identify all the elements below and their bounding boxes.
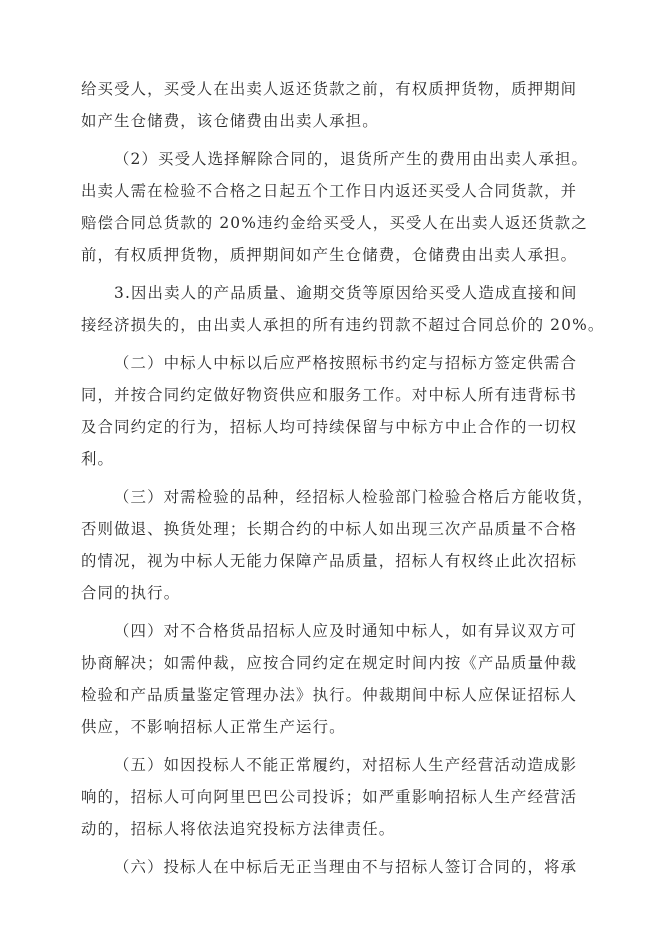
- text-line: 动的，招标人将依法追究投标方法律责任。: [81, 820, 396, 838]
- paragraph-clause-3: [81, 277, 605, 341]
- text-line: 前，有权质押货物，质押期间如产生仓储费，仓储费由出卖人承担。: [81, 246, 578, 264]
- paragraph-refund-continued: [81, 73, 581, 137]
- text-line: 同，并按合同约定做好物资供应和服务工作。对中标人所有违背标书: [81, 386, 578, 404]
- paragraph-section-4: [81, 615, 581, 743]
- text-line: 协商解决；如需仲裁，应按合同约定在规定时间内按《产品质量仲裁: [81, 654, 578, 672]
- text-line: 接经济损失的，由出卖人承担的所有违约罚款不超过合同总价的 20%。: [81, 316, 605, 334]
- text-line: 如产生仓储费，该仓储费由出卖人承担。: [81, 112, 379, 130]
- text-line: 检验和产品质量鉴定管理办法》执行。仲裁期间中标人应保证招标人: [81, 686, 578, 704]
- text-line: 出卖人需在检验不合格之日起五个工作日内返还买受人合同货款，并: [81, 182, 578, 200]
- paragraph-section-2: [81, 347, 581, 475]
- text-line: （四）对不合格货品招标人应及时通知中标人，如有异议双方可: [114, 622, 578, 640]
- text-line: （六）投标人在中标后无正当理由不与招标人签订合同的，将承: [114, 858, 578, 876]
- paragraph-clause-2: [81, 143, 589, 271]
- text-line: （二）中标人中标以后应严格按照标书约定与招标方签定供需合: [114, 354, 578, 372]
- text-line: 的情况，视为中标人无能力保障产品质量，招标人有权终止此次招标: [81, 552, 578, 570]
- text-line: 供应，不影响招标人正常生产运行。: [81, 718, 346, 736]
- text-line: （五）如因投标人不能正常履约，对招标人生产经营活动造成影: [114, 756, 578, 774]
- text-line: 及合同约定的行为，招标人均可持续保留与中标方中止合作的一切权: [81, 418, 578, 436]
- text-line: 3.因出卖人的产品质量、逾期交货等原因给买受人造成直接和间: [114, 284, 578, 302]
- paragraph-section-3: [81, 481, 594, 609]
- text-line: 响的，招标人可向阿里巴巴公司投诉；如严重影响招标人生产经营活: [81, 788, 578, 806]
- text-line: 否则做退、换货处理；长期合约的中标人如出现三次产品质量不合格: [81, 520, 578, 538]
- text-line: 利。: [81, 450, 115, 468]
- paragraph-section-6: [81, 851, 581, 883]
- text-line: （三）对需检验的品种，经招标人检验部门检验合格后方能收货，: [114, 488, 594, 506]
- document-body: [81, 73, 605, 889]
- text-line: 合同的执行。: [81, 584, 181, 602]
- text-line: 给买受人，买受人在出卖人返还货款之前，有权质押货物，质押期间: [81, 80, 578, 98]
- text-line: 赔偿合同总货款的 20%违约金给买受人，买受人在出卖人返还货款之: [81, 214, 588, 232]
- paragraph-section-5: [81, 749, 581, 845]
- text-line: （2）买受人选择解除合同的，退货所产生的费用由出卖人承担。: [114, 150, 589, 168]
